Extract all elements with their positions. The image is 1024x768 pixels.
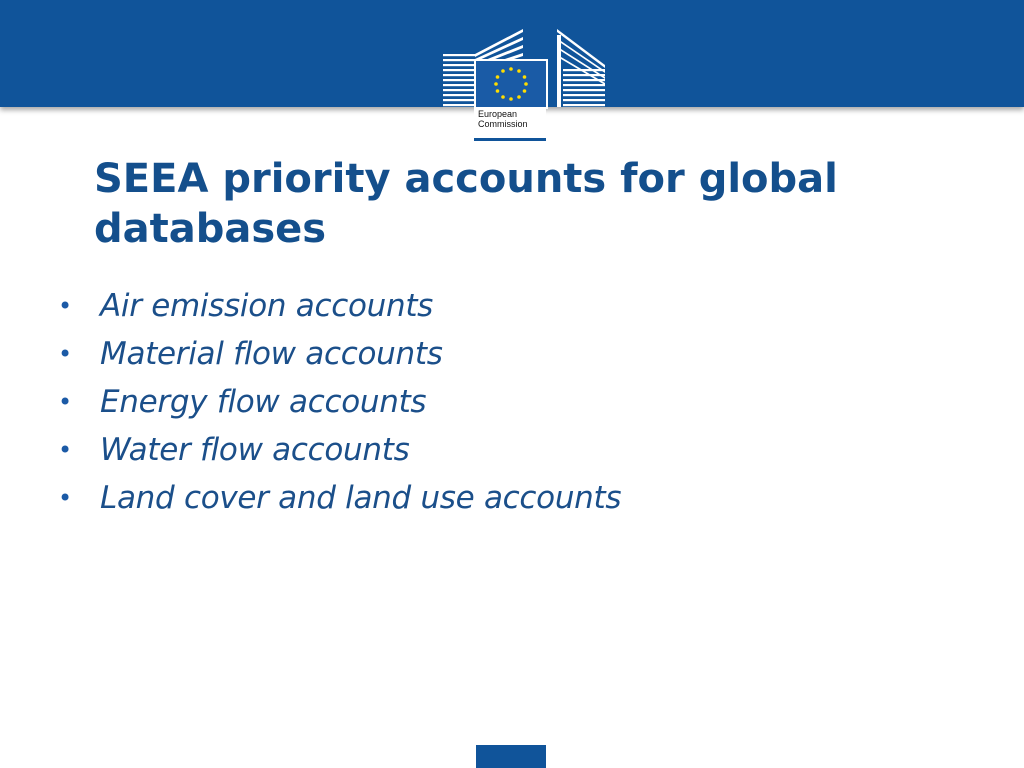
bullet-icon: • — [58, 292, 73, 320]
list-item — [58, 282, 621, 330]
bullet-text: Energy flow accounts — [100, 384, 427, 420]
bullet-icon: • — [58, 436, 73, 464]
footer-tab — [476, 745, 546, 768]
slide-title-line2: databases — [94, 206, 327, 252]
bullet-icon: • — [58, 484, 73, 512]
logo-line1: European — [478, 109, 518, 119]
logo-line2: Commission — [478, 119, 528, 129]
slide-title-line1: SEEA priority accounts for global — [94, 156, 838, 202]
list-item — [58, 474, 621, 522]
bullet-text: Material flow accounts — [100, 336, 443, 372]
logo-text — [478, 109, 548, 129]
bullet-icon: • — [58, 340, 73, 368]
list-item — [58, 426, 621, 474]
list-item — [58, 330, 621, 378]
slide-title — [94, 154, 914, 254]
bullet-text: Air emission accounts — [100, 288, 434, 324]
logo-underline — [474, 138, 546, 141]
bullet-text: Land cover and land use accounts — [100, 480, 622, 516]
list-item — [58, 378, 621, 426]
bullet-list — [58, 282, 621, 522]
bullet-text: Water flow accounts — [100, 432, 410, 468]
bullet-icon: • — [58, 388, 73, 416]
